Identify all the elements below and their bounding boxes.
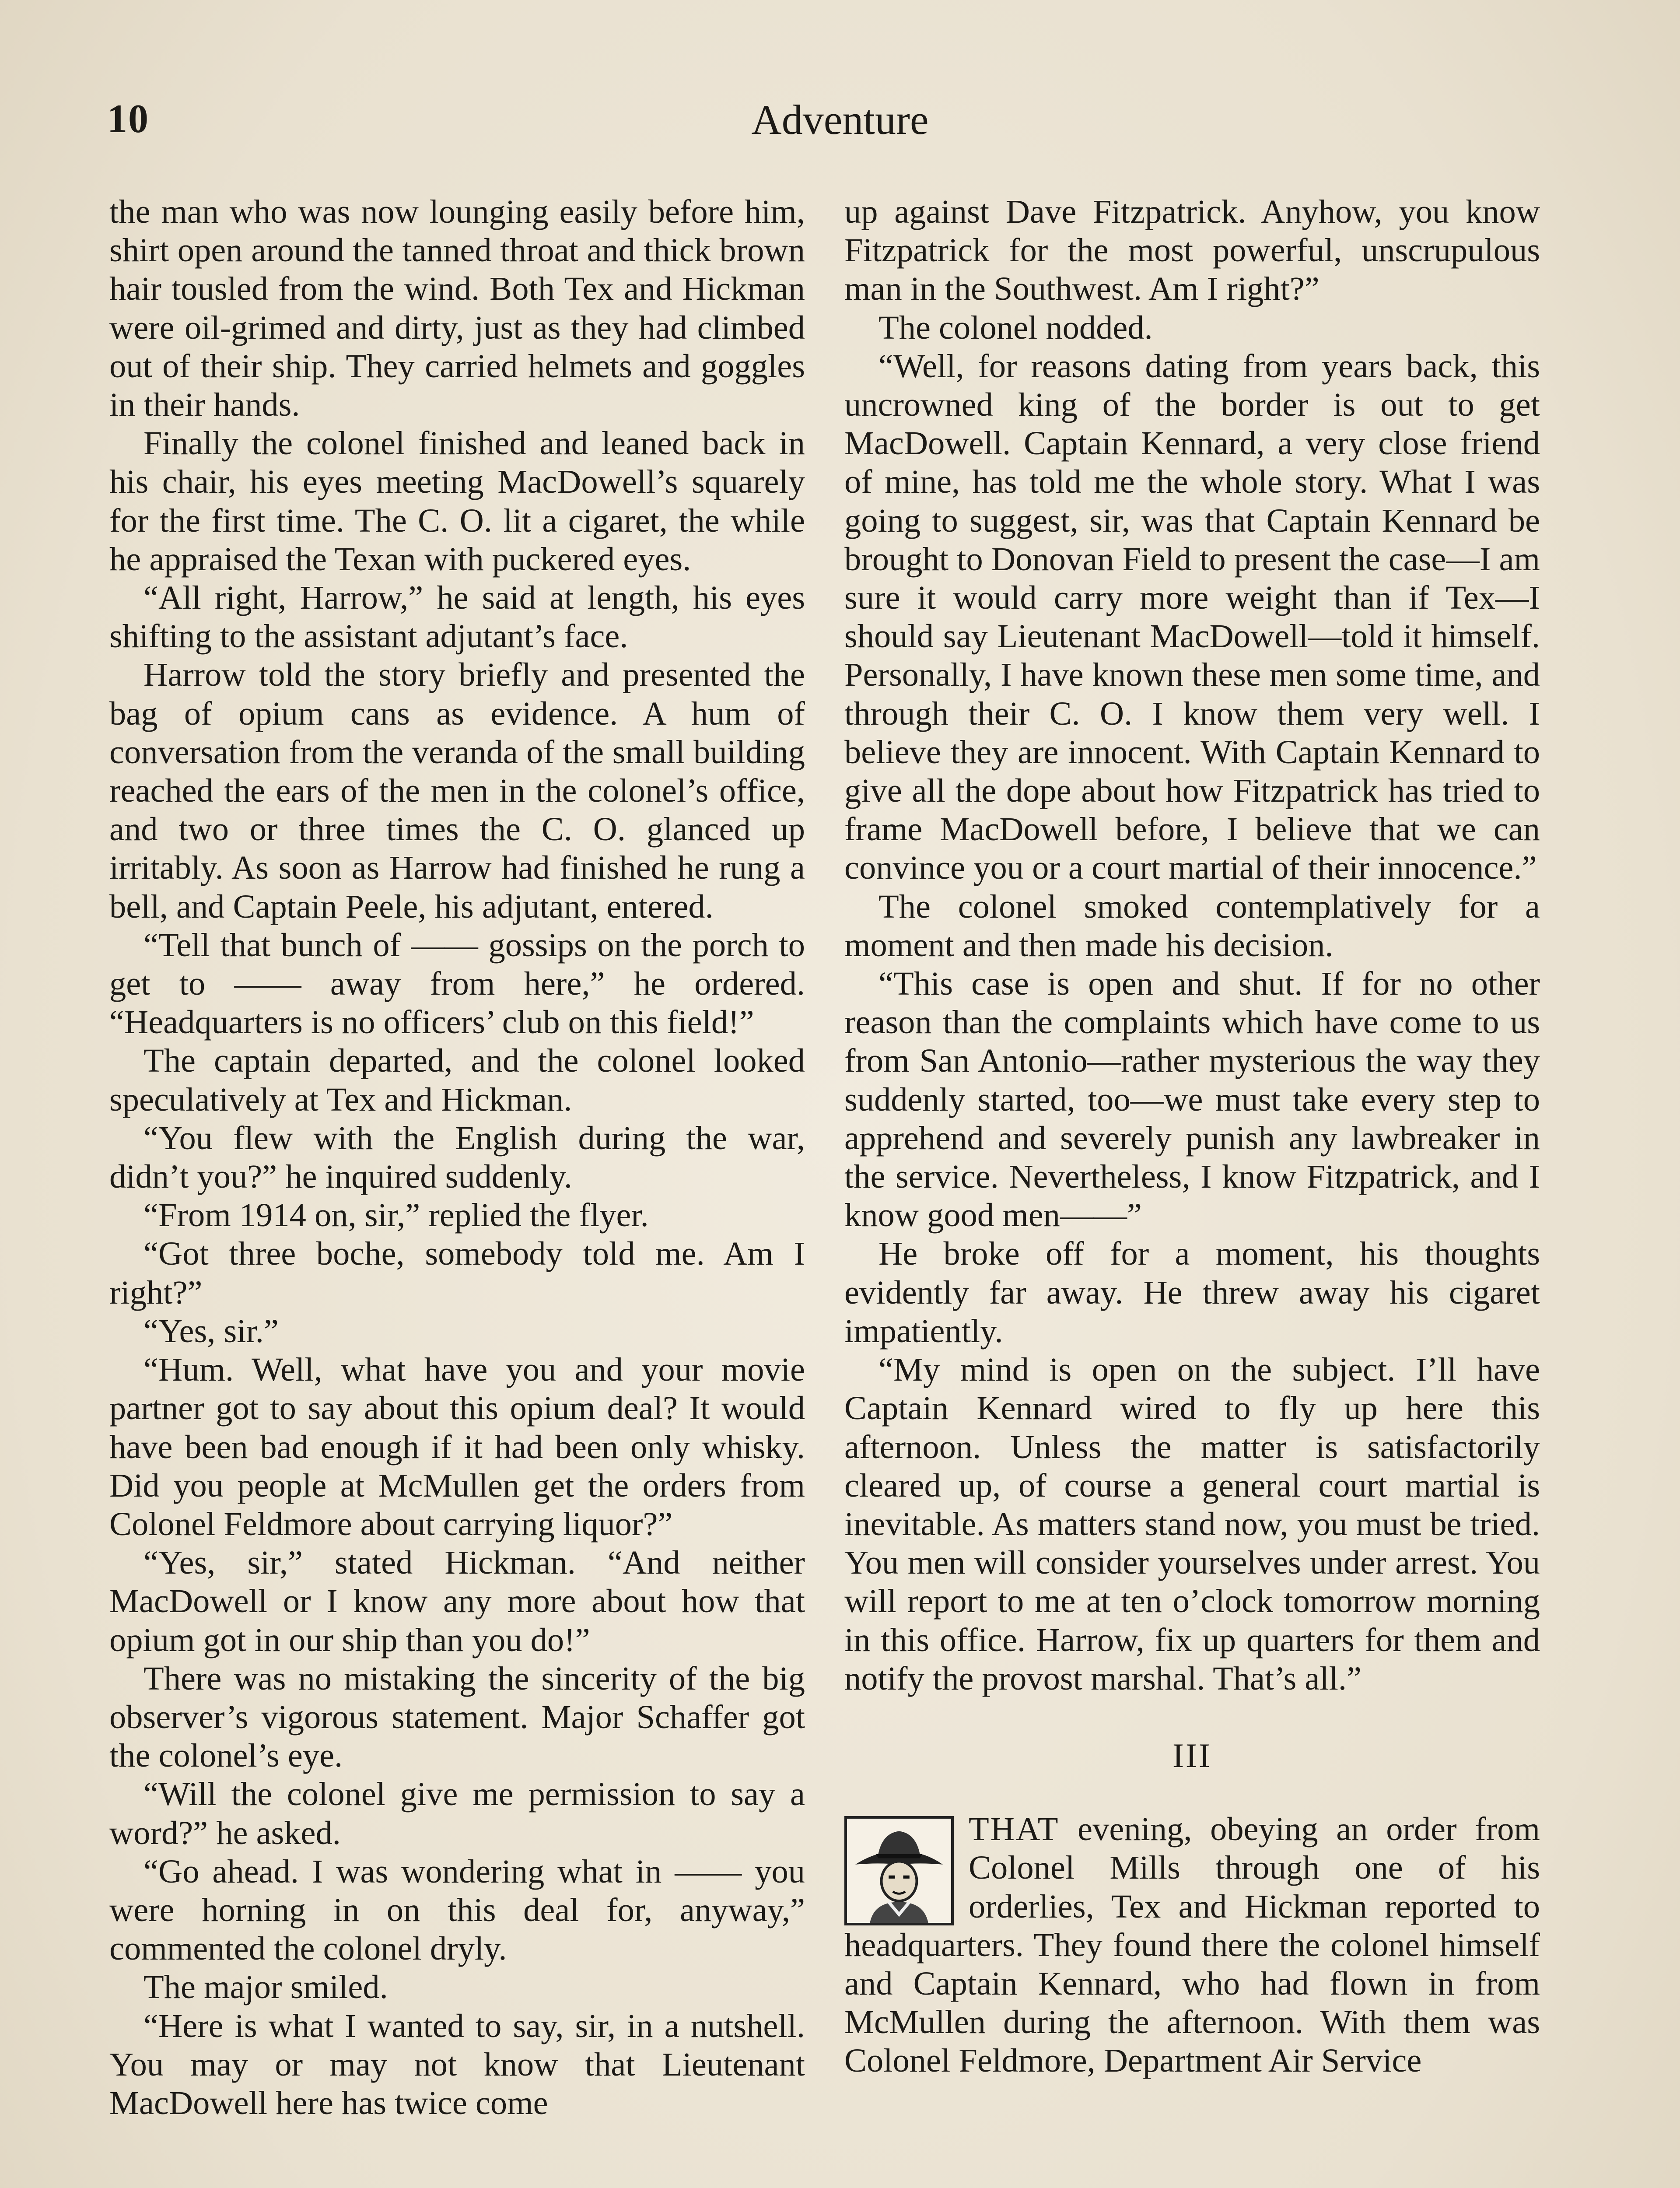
paragraph: “Hum. Well, what have you and your movie partner got to say about this opium deal? It would have been bad enough if it had been only whisky. Did you people at McMullen get the orders from Colonel Feldmore about carrying liquor?” xyxy=(109,1351,805,1543)
paragraph: Finally the colonel finished and leaned back in his chair, his eyes meeting MacDowell’s squarely for the first time. The C. O. lit a cigaret, the while he appraised the Texan with puckered eyes. xyxy=(109,424,805,578)
section-first-word: THAT xyxy=(969,1810,1060,1848)
section-opening xyxy=(844,1810,1540,2080)
paragraph: “Here is what I wanted to say, sir, in a nutshell. You may or may not know that Lieutenant MacDowell here has twice come xyxy=(109,2007,805,2121)
paragraph: “This case is open and shut. If for no other reason than the complaints which have come to us from San Antonio—rather mysterious the way they suddenly started, too—we must take every step to apprehend and severely punish any lawbreaker in the service. Nevertheless, I know Fitzpatrick, and I know good men——” xyxy=(844,965,1540,1234)
paragraph: “From 1914 on, sir,” replied the flyer. xyxy=(144,1196,649,1234)
page-number: 10 xyxy=(107,96,149,141)
paragraph: Harrow told the story briefly and presented the bag of opium cans as evidence. A hum of conversation from the veranda of the small building reached the ears of the men in the colonel’s office, and two or three times the C. O. glanced up irritably. As soon as Harrow had finished he rung a bell, and Captain Peele, his adjutant, entered. xyxy=(109,656,805,925)
paragraph: “Go ahead. I was wondering what in —— you were horning in on this deal for, anyway,” commented the colonel dryly. xyxy=(109,1852,805,1967)
cowboy-portrait-icon xyxy=(844,1816,954,1925)
paragraph: “Tell that bunch of —— gossips on the porch to get to —— away from here,” he ordered. “Headquarters is no officers’ club on this field!” xyxy=(109,926,805,1041)
page-header xyxy=(107,95,1573,148)
paragraph: He broke off for a moment, his thoughts evidently far away. He threw away his cigaret impatiently. xyxy=(844,1235,1540,1350)
running-title: Adventure xyxy=(751,96,929,143)
paragraph: “Yes, sir,” stated Hickman. “And neither MacDowell or I know any more about how that opium got in our ship than you do!” xyxy=(109,1544,805,1659)
paragraph: the man who was now lounging easily before him, shirt open around the tanned throat and thick brown hair tousled from the wind. Both Tex and Hickman were oil-grimed and dirty, just as they had climbed out of their ship. They carried helmets and goggles in their hands. xyxy=(109,193,805,424)
section-heading: III xyxy=(1172,1736,1212,1774)
paragraph: There was no mistaking the sincerity of the big observer’s vigorous statement. Major Schaffer got the colonel’s eye. xyxy=(109,1659,805,1774)
paragraph: up against Dave Fitzpatrick. Anyhow, you know Fitzpatrick for the most powerful, unscrupulous man in the Southwest. Am I right?” xyxy=(844,193,1540,308)
paragraph: “All right, Harrow,” he said at length, his eyes shifting to the assistant adjutant’s face. xyxy=(109,579,805,655)
paragraph: “You flew with the English during the war, didn’t you?” he inquired suddenly. xyxy=(109,1119,805,1196)
paragraph: “Will the colonel give me permission to say a word?” he asked. xyxy=(109,1775,805,1851)
paragraph: “Well, for reasons dating from years back, this uncrowned king of the border is out to get MacDowell. Captain Kennard, a very close friend of mine, has told me the whole story. What I was going to suggest, sir, was that Captain Kennard be brought to Donovan Field to present the case—I am sure it would carry more weight than if Tex—I should say Lieutenant MacDowell—told it himself. Personally, I have known these men some time, and through their C. O. I know them very well. I believe they are innocent. With Captain Kennard to give all the dope about how Fitzpatrick has tried to frame MacDowell before, I believe that we can convince you or a court martial of their innocence.” xyxy=(844,347,1540,887)
paragraph: The colonel smoked contemplatively for a moment and then made his decision. xyxy=(844,887,1540,964)
paragraph: “Got three boche, somebody told me. Am I right?” xyxy=(109,1235,805,1311)
right-column xyxy=(844,193,1540,2080)
left-column xyxy=(109,193,805,2122)
section-text: evening, obeying an order from Colonel Mills through one of his orderlies, Tex and Hickman reported to headquarters. They found there the colonel himself and Captain Kennard, who had flown in from McMullen during the afternoon. With them was Colonel Feldmore, Department Air Service xyxy=(844,1810,1540,2079)
paragraph: “My mind is open on the subject. I’ll have Captain Kennard wired to fly up here this afternoon. Unless the matter is satisfactorily cleared up, of course a general court martial is inevitable. As matters stand now, you must be tried. You men will consider yourselves under arrest. You will report to me at ten o’clock tomorrow morning in this office. Harrow, fix up quarters for them and notify the provost marshal. That’s all.” xyxy=(844,1351,1540,1697)
paragraph: The captain departed, and the colonel looked speculatively at Tex and Hickman. xyxy=(109,1042,805,1118)
paragraph: The major smiled. xyxy=(144,1968,388,2006)
paragraph: The colonel nodded. xyxy=(878,309,1153,346)
paragraph: “Yes, sir.” xyxy=(144,1312,279,1350)
